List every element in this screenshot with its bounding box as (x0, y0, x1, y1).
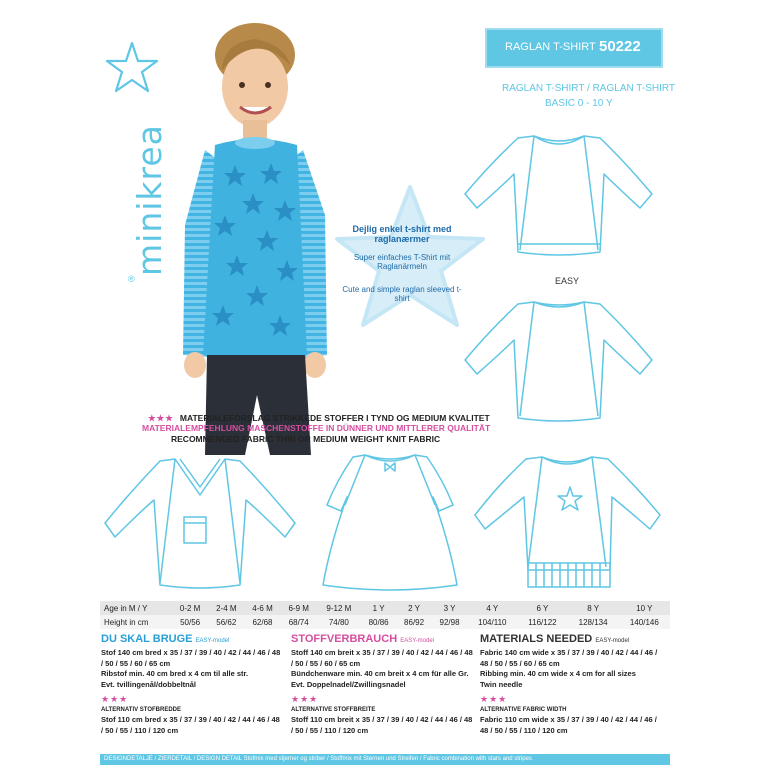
size-table (100, 601, 670, 629)
height-row: Height in cm 50/56 56/62 62/68 68/74 74/80 80/86 86/92 92/98 104/110 116/122 128/134 140/146 (100, 615, 670, 629)
description-english: Cute and simple raglan sleeved t-shirt (342, 285, 462, 303)
flat-drawing-dress (315, 445, 465, 595)
materials-heading: STOFFVERBRAUCH EASY-model (291, 633, 434, 645)
difficulty-label: EASY (555, 276, 580, 286)
model-number: 50222 (599, 38, 641, 55)
brand-star-logo (104, 40, 160, 96)
title-box (485, 28, 663, 68)
model-name: RAGLAN T-SHIRT (505, 41, 596, 53)
height-label: Height in cm (100, 615, 172, 629)
flat-drawing-raglan-back (462, 290, 657, 430)
material-suggestion-english: RECOMMENDED FABRIC THIN OR MEDIUM WEIGHT KNIT FABRIC (171, 434, 441, 444)
material-suggestion-german: MATERIALEMPFEHLUNG MASCHENSTOFFE IN DÜNNER UND MITTLERER QUALITÄT (142, 423, 491, 433)
material-suggestion-danish: ★★★ MATERIALEFORSLAG STRIKKEDE STOFFER I TYND OG MEDIUM KVALITET (148, 413, 490, 423)
design-detail-footer: DESIGNDETALJE / ZIERDETAIL / DESIGN DETAIL Stofmix med stjerner og striber / Stoffmix mit Sternen und Streifen / Fabric combination with stars and stripes (100, 754, 670, 765)
materials-heading: MATERIALS NEEDED EASY-model (480, 633, 630, 645)
rating-stars: ★★★ (480, 694, 508, 704)
age-row: Age in M / Y 0-2 M 2-4 M 4-6 M 6-9 M 9-12 M 1 Y 2 Y 3 Y 4 Y 6 Y 8 Y 10 Y (100, 601, 670, 615)
materials-heading: DU SKAL BRUGE EASY-model (101, 633, 230, 645)
materials-danish: DU SKAL BRUGE EASY-model Stof 140 cm bred x 35 / 37 / 39 / 40 / 42 / 44 / 46 / 48 / 50 / 55 / 60 / 65 cm Ribstof min. 40 cm bred x 4 cm til alle str. Evt. tvillingenål/dobbeltnål ★★★ ALTERNATIV STOFBREDDE Stof 110 cm bred x 35 / 37 / 39 / 40 / 42 / 44 / 46 / 48 / 50 / 55 / 110 / 120 cm (101, 633, 284, 736)
rating-stars: ★★★ (291, 694, 319, 704)
model-subtitle: RAGLAN T-SHIRT / RAGLAN T-SHIRT (502, 83, 676, 94)
description-danish: Dejlig enkel t-shirt med raglanærmer (352, 224, 452, 244)
materials-german: STOFFVERBRAUCH EASY-model Stoff 140 cm breit x 35 / 37 / 39 / 40 / 42 / 44 / 46 / 48 / 50 / 55 / 60 / 65 cm Bündchenware min. 40 cm breit x 4 cm für alle Gr. Evt. Doppelnadel/Zwillingsnadel ★★★ ALTERNATIVE STOFFBREITE Stoff 110 cm breit x 35 / 37 / 39 / 40 / 42 / 44 / 46 / 48 / 50 / 55 / 110 / 120 cm (291, 633, 473, 735)
flat-drawing-star-sweater (470, 445, 665, 595)
description-german: Super einfaches T-Shirt mit Raglanärmeln (353, 253, 451, 271)
registered-mark: ® (128, 274, 135, 284)
age-label: Age in M / Y (100, 601, 172, 615)
flat-drawing-vneck-pocket (100, 445, 300, 595)
rating-stars: ★★★ (148, 413, 174, 423)
rating-stars: ★★★ (101, 694, 129, 704)
materials-english: MATERIALS NEEDED EASY-model Fabric 140 cm wide x 35 / 37 / 39 / 40 / 42 / 44 / 46 / 48 / 50 / 55 / 60 / 65 cm Ribbing min. 40 cm wide x 4 cm for all sizes Twin needle ★★★ ALTERNATIVE FABRIC WIDTH Fabric 110 cm wide x 35 / 37 / 39 / 40 / 42 / 44 / 46 / 48 / 50 / 55 / 110 / 120 cm (480, 633, 663, 736)
size-range: BASIC 0 - 10 Y (545, 98, 613, 109)
model-photo (175, 15, 345, 455)
flat-drawing-raglan-front (462, 124, 657, 264)
